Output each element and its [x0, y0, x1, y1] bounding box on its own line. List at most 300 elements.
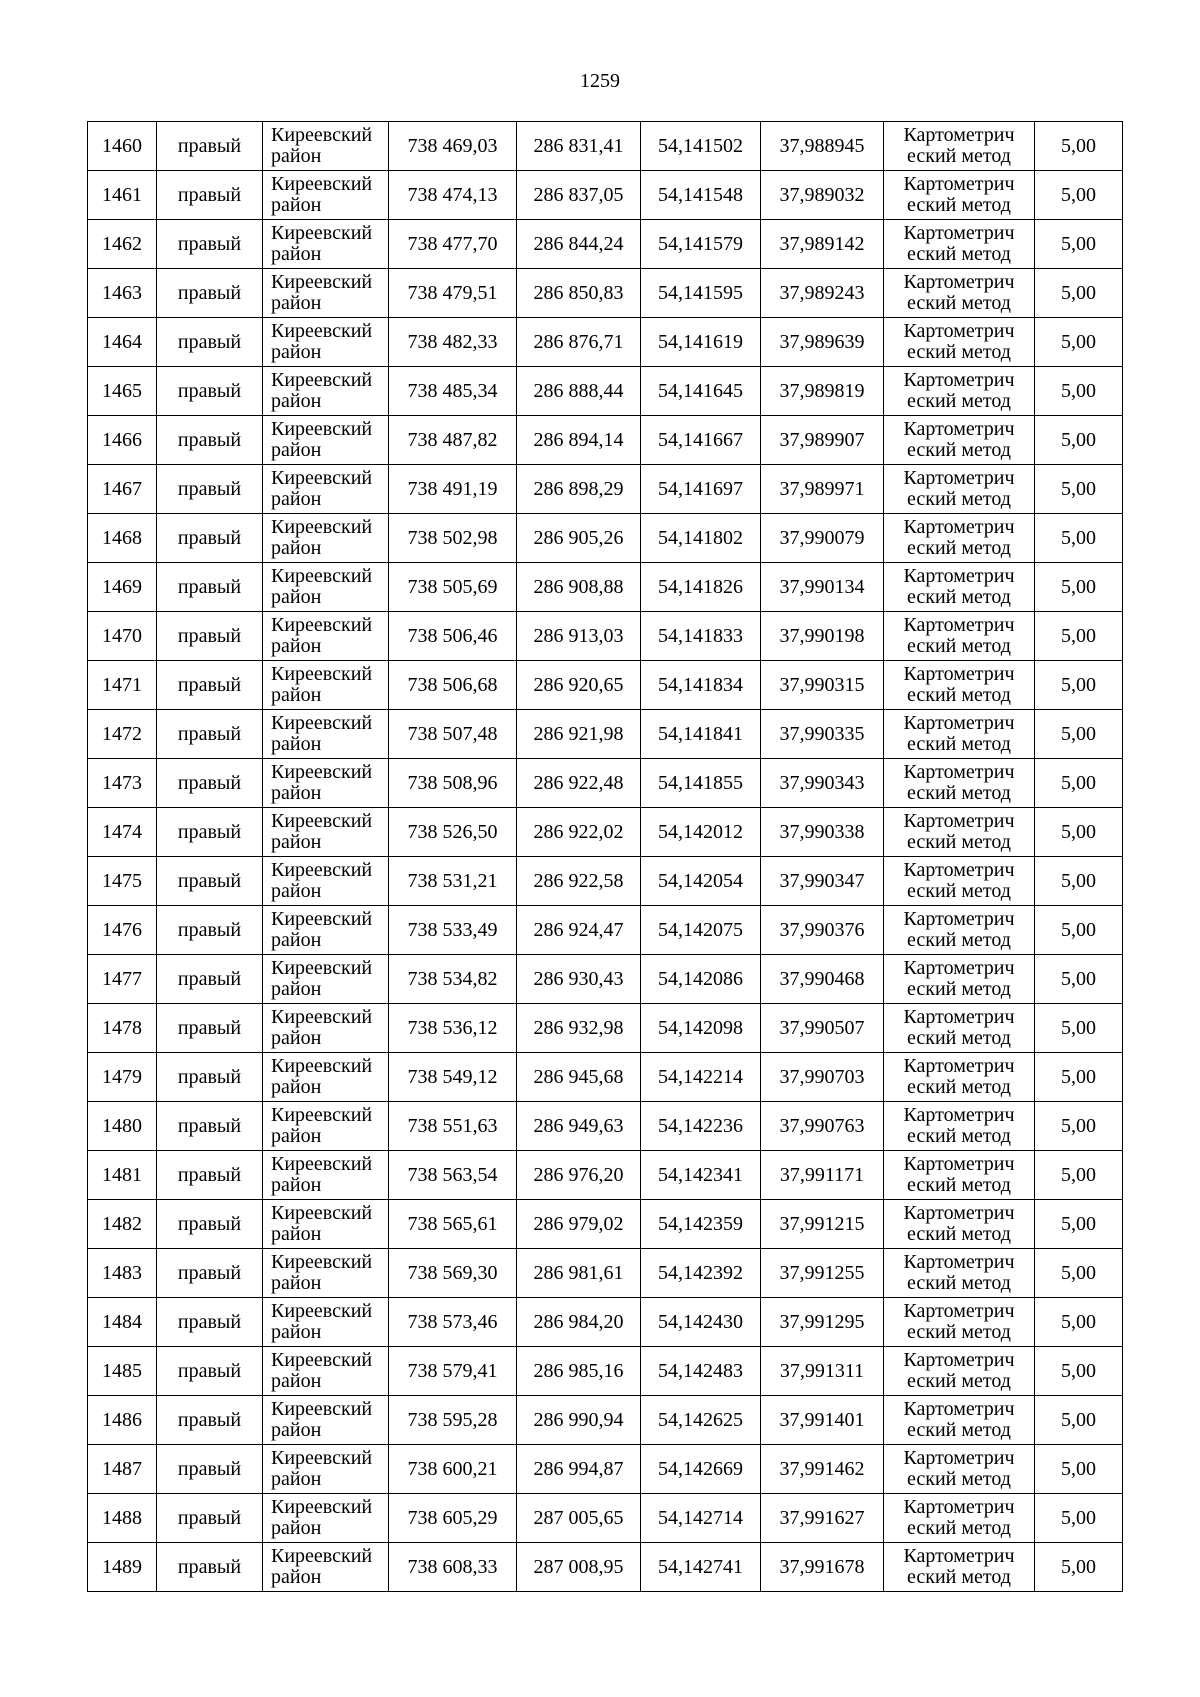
method-line-2: еский метод	[907, 635, 1011, 657]
accuracy-cell: 5,00	[1035, 416, 1123, 465]
accuracy-cell: 5,00	[1035, 122, 1123, 171]
latitude-cell: 54,141667	[641, 416, 761, 465]
district-cell	[263, 1347, 389, 1396]
method-line-2: еский метод	[907, 929, 1011, 951]
latitude-cell: 54,142483	[641, 1347, 761, 1396]
bank-side-cell: правый	[157, 955, 263, 1004]
latitude-cell: 54,142012	[641, 808, 761, 857]
latitude-cell: 54,141645	[641, 367, 761, 416]
method-line-1: Картометрич	[903, 1153, 1015, 1175]
method-line-1: Картометрич	[903, 761, 1015, 783]
district-cell	[263, 661, 389, 710]
coord-x-cell: 738 536,12	[389, 1004, 517, 1053]
bank-side-cell: правый	[157, 514, 263, 563]
accuracy-cell: 5,00	[1035, 955, 1123, 1004]
district-cell	[263, 220, 389, 269]
point-number-cell: 1479	[88, 1053, 157, 1102]
point-number-cell: 1465	[88, 367, 157, 416]
coord-x-cell: 738 482,33	[389, 318, 517, 367]
method-line-2: еский метод	[907, 1517, 1011, 1539]
district-cell	[263, 857, 389, 906]
district-line-2: район	[271, 880, 322, 902]
coord-y-cell: 286 837,05	[517, 171, 641, 220]
district-line-2: район	[271, 684, 322, 706]
district-line-2: район	[271, 1272, 322, 1294]
latitude-cell: 54,142714	[641, 1494, 761, 1543]
coord-x-cell: 738 505,69	[389, 563, 517, 612]
coord-y-cell: 286 930,43	[517, 955, 641, 1004]
method-line-1: Картометрич	[903, 418, 1015, 440]
coord-x-cell: 738 531,21	[389, 857, 517, 906]
district-line-1: Киреевский	[271, 320, 373, 342]
point-number-cell: 1473	[88, 759, 157, 808]
point-number-cell: 1480	[88, 1102, 157, 1151]
coord-y-cell: 286 876,71	[517, 318, 641, 367]
bank-side-cell: правый	[157, 612, 263, 661]
coord-x-cell: 738 477,70	[389, 220, 517, 269]
latitude-cell: 54,142341	[641, 1151, 761, 1200]
method-cell	[884, 1249, 1035, 1298]
district-line-2: район	[271, 439, 322, 461]
coord-y-cell: 286 924,47	[517, 906, 641, 955]
district-line-2: район	[271, 1027, 322, 1049]
table-row	[88, 1102, 1123, 1151]
accuracy-cell: 5,00	[1035, 563, 1123, 612]
longitude-cell: 37,991255	[761, 1249, 884, 1298]
point-number-cell: 1471	[88, 661, 157, 710]
bank-side-cell: правый	[157, 171, 263, 220]
coord-x-cell: 738 487,82	[389, 416, 517, 465]
accuracy-cell: 5,00	[1035, 465, 1123, 514]
table-row	[88, 1249, 1123, 1298]
longitude-cell: 37,990079	[761, 514, 884, 563]
method-line-1: Картометрич	[903, 859, 1015, 881]
bank-side-cell: правый	[157, 1053, 263, 1102]
point-number-cell: 1476	[88, 906, 157, 955]
district-cell	[263, 612, 389, 661]
latitude-cell: 54,142075	[641, 906, 761, 955]
district-cell	[263, 563, 389, 612]
district-line-2: район	[271, 733, 322, 755]
method-cell	[884, 318, 1035, 367]
bank-side-cell: правый	[157, 710, 263, 759]
coord-y-cell: 286 850,83	[517, 269, 641, 318]
coord-y-cell: 286 898,29	[517, 465, 641, 514]
district-cell	[263, 1249, 389, 1298]
method-cell	[884, 759, 1035, 808]
accuracy-cell: 5,00	[1035, 906, 1123, 955]
district-cell	[263, 710, 389, 759]
method-line-2: еский метод	[907, 488, 1011, 510]
bank-side-cell: правый	[157, 1151, 263, 1200]
table-row	[88, 367, 1123, 416]
coord-x-cell: 738 549,12	[389, 1053, 517, 1102]
district-line-1: Киреевский	[271, 1447, 373, 1469]
method-line-1: Картометрич	[903, 1349, 1015, 1371]
bank-side-cell: правый	[157, 122, 263, 171]
coord-y-cell: 286 922,48	[517, 759, 641, 808]
district-line-1: Киреевский	[271, 1153, 373, 1175]
bank-side-cell: правый	[157, 1543, 263, 1592]
accuracy-cell: 5,00	[1035, 808, 1123, 857]
table-row	[88, 514, 1123, 563]
district-line-2: район	[271, 586, 322, 608]
coord-x-cell: 738 508,96	[389, 759, 517, 808]
coord-y-cell: 286 976,20	[517, 1151, 641, 1200]
coord-y-cell: 286 922,02	[517, 808, 641, 857]
method-cell	[884, 220, 1035, 269]
district-line-1: Киреевский	[271, 418, 373, 440]
accuracy-cell: 5,00	[1035, 1445, 1123, 1494]
district-line-2: район	[271, 292, 322, 314]
method-line-1: Картометрич	[903, 124, 1015, 146]
table-row	[88, 710, 1123, 759]
latitude-cell: 54,141579	[641, 220, 761, 269]
point-number-cell: 1468	[88, 514, 157, 563]
district-line-2: район	[271, 1223, 322, 1245]
district-cell	[263, 465, 389, 514]
accuracy-cell: 5,00	[1035, 318, 1123, 367]
longitude-cell: 37,990703	[761, 1053, 884, 1102]
table-row	[88, 269, 1123, 318]
latitude-cell: 54,142214	[641, 1053, 761, 1102]
coord-y-cell: 286 905,26	[517, 514, 641, 563]
coord-x-cell: 738 485,34	[389, 367, 517, 416]
longitude-cell: 37,989971	[761, 465, 884, 514]
table-row	[88, 1004, 1123, 1053]
district-cell	[263, 1543, 389, 1592]
bank-side-cell: правый	[157, 269, 263, 318]
district-cell	[263, 318, 389, 367]
district-line-2: район	[271, 1076, 322, 1098]
method-line-2: еский метод	[907, 1321, 1011, 1343]
point-number-cell: 1484	[88, 1298, 157, 1347]
accuracy-cell: 5,00	[1035, 612, 1123, 661]
accuracy-cell: 5,00	[1035, 1543, 1123, 1592]
latitude-cell: 54,141802	[641, 514, 761, 563]
longitude-cell: 37,988945	[761, 122, 884, 171]
table-row	[88, 857, 1123, 906]
district-line-1: Киреевский	[271, 908, 373, 930]
table-row	[88, 661, 1123, 710]
method-line-2: еский метод	[907, 390, 1011, 412]
district-line-1: Киреевский	[271, 1496, 373, 1518]
coord-y-cell: 286 844,24	[517, 220, 641, 269]
accuracy-cell: 5,00	[1035, 1347, 1123, 1396]
method-line-2: еский метод	[907, 1566, 1011, 1588]
method-cell	[884, 955, 1035, 1004]
district-cell	[263, 1494, 389, 1543]
method-line-2: еский метод	[907, 1370, 1011, 1392]
table-row	[88, 1396, 1123, 1445]
method-line-2: еский метод	[907, 733, 1011, 755]
latitude-cell: 54,142086	[641, 955, 761, 1004]
method-cell	[884, 367, 1035, 416]
latitude-cell: 54,141619	[641, 318, 761, 367]
district-line-1: Киреевский	[271, 124, 373, 146]
district-line-2: район	[271, 243, 322, 265]
table-row	[88, 1494, 1123, 1543]
longitude-cell: 37,990338	[761, 808, 884, 857]
district-line-1: Киреевский	[271, 516, 373, 538]
method-cell	[884, 269, 1035, 318]
method-line-2: еский метод	[907, 880, 1011, 902]
table-row	[88, 171, 1123, 220]
method-line-1: Картометрич	[903, 467, 1015, 489]
district-line-1: Киреевский	[271, 957, 373, 979]
method-line-2: еский метод	[907, 978, 1011, 1000]
longitude-cell: 37,990763	[761, 1102, 884, 1151]
method-line-1: Картометрич	[903, 663, 1015, 685]
method-line-2: еский метод	[907, 1076, 1011, 1098]
table-row	[88, 906, 1123, 955]
longitude-cell: 37,990335	[761, 710, 884, 759]
method-line-1: Картометрич	[903, 908, 1015, 930]
table-row	[88, 1151, 1123, 1200]
coord-y-cell: 286 920,65	[517, 661, 641, 710]
method-line-1: Картометрич	[903, 1251, 1015, 1273]
coord-x-cell: 738 469,03	[389, 122, 517, 171]
method-line-1: Картометрич	[903, 516, 1015, 538]
coord-y-cell: 286 921,98	[517, 710, 641, 759]
method-cell	[884, 808, 1035, 857]
district-line-2: район	[271, 929, 322, 951]
latitude-cell: 54,141833	[641, 612, 761, 661]
district-line-1: Киреевский	[271, 271, 373, 293]
coord-x-cell: 738 474,13	[389, 171, 517, 220]
method-cell	[884, 1298, 1035, 1347]
coord-y-cell: 286 888,44	[517, 367, 641, 416]
district-line-2: район	[271, 831, 322, 853]
longitude-cell: 37,991462	[761, 1445, 884, 1494]
longitude-cell: 37,989819	[761, 367, 884, 416]
latitude-cell: 54,142430	[641, 1298, 761, 1347]
coord-x-cell: 738 502,98	[389, 514, 517, 563]
accuracy-cell: 5,00	[1035, 1396, 1123, 1445]
method-line-1: Картометрич	[903, 320, 1015, 342]
district-line-1: Киреевский	[271, 712, 373, 734]
method-cell	[884, 1396, 1035, 1445]
coord-x-cell: 738 479,51	[389, 269, 517, 318]
district-cell	[263, 955, 389, 1004]
method-line-1: Картометрич	[903, 614, 1015, 636]
bank-side-cell: правый	[157, 1494, 263, 1543]
bank-side-cell: правый	[157, 563, 263, 612]
method-line-2: еский метод	[907, 684, 1011, 706]
coord-x-cell: 738 506,68	[389, 661, 517, 710]
method-cell	[884, 514, 1035, 563]
district-line-1: Киреевский	[271, 222, 373, 244]
district-line-2: район	[271, 194, 322, 216]
longitude-cell: 37,990347	[761, 857, 884, 906]
district-line-2: район	[271, 635, 322, 657]
method-line-2: еский метод	[907, 341, 1011, 363]
method-line-2: еский метод	[907, 1174, 1011, 1196]
method-line-1: Картометрич	[903, 957, 1015, 979]
district-line-2: район	[271, 978, 322, 1000]
method-cell	[884, 171, 1035, 220]
method-cell	[884, 710, 1035, 759]
district-line-1: Киреевский	[271, 1055, 373, 1077]
method-line-1: Картометрич	[903, 1545, 1015, 1567]
point-number-cell: 1463	[88, 269, 157, 318]
method-line-2: еский метод	[907, 243, 1011, 265]
district-cell	[263, 171, 389, 220]
longitude-cell: 37,991171	[761, 1151, 884, 1200]
district-line-1: Киреевский	[271, 614, 373, 636]
point-number-cell: 1482	[88, 1200, 157, 1249]
method-line-1: Картометрич	[903, 173, 1015, 195]
latitude-cell: 54,141548	[641, 171, 761, 220]
longitude-cell: 37,991311	[761, 1347, 884, 1396]
coord-x-cell: 738 563,54	[389, 1151, 517, 1200]
method-line-1: Картометрич	[903, 271, 1015, 293]
district-line-1: Киреевский	[271, 761, 373, 783]
coord-y-cell: 287 005,65	[517, 1494, 641, 1543]
longitude-cell: 37,990134	[761, 563, 884, 612]
district-line-1: Киреевский	[271, 1006, 373, 1028]
method-line-1: Картометрич	[903, 369, 1015, 391]
coord-x-cell: 738 526,50	[389, 808, 517, 857]
method-line-1: Картометрич	[903, 565, 1015, 587]
point-number-cell: 1472	[88, 710, 157, 759]
district-cell	[263, 367, 389, 416]
coord-y-cell: 286 831,41	[517, 122, 641, 171]
bank-side-cell: правый	[157, 1004, 263, 1053]
coord-y-cell: 287 008,95	[517, 1543, 641, 1592]
district-line-1: Киреевский	[271, 1398, 373, 1420]
table-row	[88, 465, 1123, 514]
coord-x-cell: 738 507,48	[389, 710, 517, 759]
district-cell	[263, 1053, 389, 1102]
table-row	[88, 1200, 1123, 1249]
accuracy-cell: 5,00	[1035, 661, 1123, 710]
accuracy-cell: 5,00	[1035, 1249, 1123, 1298]
method-line-1: Картометрич	[903, 222, 1015, 244]
coord-x-cell: 738 506,46	[389, 612, 517, 661]
coord-y-cell: 286 894,14	[517, 416, 641, 465]
coordinates-table	[87, 121, 1123, 1592]
table-row	[88, 416, 1123, 465]
table-row	[88, 1543, 1123, 1592]
method-line-1: Картометрич	[903, 810, 1015, 832]
district-cell	[263, 1004, 389, 1053]
district-line-2: район	[271, 1174, 322, 1196]
accuracy-cell: 5,00	[1035, 1151, 1123, 1200]
district-line-2: район	[271, 1566, 322, 1588]
accuracy-cell: 5,00	[1035, 759, 1123, 808]
table-row	[88, 955, 1123, 1004]
point-number-cell: 1470	[88, 612, 157, 661]
longitude-cell: 37,991401	[761, 1396, 884, 1445]
district-line-1: Киреевский	[271, 1300, 373, 1322]
coord-x-cell: 738 595,28	[389, 1396, 517, 1445]
method-cell	[884, 661, 1035, 710]
latitude-cell: 54,142098	[641, 1004, 761, 1053]
district-line-1: Киреевский	[271, 663, 373, 685]
district-line-1: Киреевский	[271, 565, 373, 587]
method-cell	[884, 122, 1035, 171]
method-line-2: еский метод	[907, 831, 1011, 853]
point-number-cell: 1474	[88, 808, 157, 857]
accuracy-cell: 5,00	[1035, 269, 1123, 318]
bank-side-cell: правый	[157, 1396, 263, 1445]
longitude-cell: 37,990468	[761, 955, 884, 1004]
latitude-cell: 54,141834	[641, 661, 761, 710]
bank-side-cell: правый	[157, 1200, 263, 1249]
coord-x-cell: 738 534,82	[389, 955, 517, 1004]
coord-x-cell: 738 565,61	[389, 1200, 517, 1249]
accuracy-cell: 5,00	[1035, 171, 1123, 220]
coord-y-cell: 286 979,02	[517, 1200, 641, 1249]
method-line-2: еский метод	[907, 145, 1011, 167]
bank-side-cell: правый	[157, 1249, 263, 1298]
point-number-cell: 1464	[88, 318, 157, 367]
district-line-1: Киреевский	[271, 369, 373, 391]
point-number-cell: 1486	[88, 1396, 157, 1445]
district-line-2: район	[271, 1125, 322, 1147]
coord-y-cell: 286 990,94	[517, 1396, 641, 1445]
method-line-1: Картометрич	[903, 1496, 1015, 1518]
method-line-2: еский метод	[907, 1272, 1011, 1294]
latitude-cell: 54,142625	[641, 1396, 761, 1445]
point-number-cell: 1466	[88, 416, 157, 465]
district-cell	[263, 514, 389, 563]
longitude-cell: 37,990376	[761, 906, 884, 955]
latitude-cell: 54,142236	[641, 1102, 761, 1151]
district-line-2: район	[271, 1517, 322, 1539]
district-line-1: Киреевский	[271, 1104, 373, 1126]
longitude-cell: 37,991627	[761, 1494, 884, 1543]
district-line-2: район	[271, 1370, 322, 1392]
accuracy-cell: 5,00	[1035, 367, 1123, 416]
method-cell	[884, 465, 1035, 514]
district-cell	[263, 1102, 389, 1151]
method-line-2: еский метод	[907, 1419, 1011, 1441]
coord-x-cell: 738 573,46	[389, 1298, 517, 1347]
latitude-cell: 54,141595	[641, 269, 761, 318]
point-number-cell: 1487	[88, 1445, 157, 1494]
district-line-2: район	[271, 1468, 322, 1490]
accuracy-cell: 5,00	[1035, 220, 1123, 269]
district-cell	[263, 906, 389, 955]
latitude-cell: 54,141841	[641, 710, 761, 759]
method-cell	[884, 1494, 1035, 1543]
longitude-cell: 37,990315	[761, 661, 884, 710]
district-line-1: Киреевский	[271, 173, 373, 195]
district-cell	[263, 416, 389, 465]
coord-x-cell: 738 533,49	[389, 906, 517, 955]
longitude-cell: 37,989243	[761, 269, 884, 318]
point-number-cell: 1488	[88, 1494, 157, 1543]
district-line-2: район	[271, 537, 322, 559]
point-number-cell: 1477	[88, 955, 157, 1004]
method-line-2: еский метод	[907, 1125, 1011, 1147]
method-cell	[884, 563, 1035, 612]
method-cell	[884, 612, 1035, 661]
coord-x-cell: 738 608,33	[389, 1543, 517, 1592]
accuracy-cell: 5,00	[1035, 710, 1123, 759]
coord-x-cell: 738 605,29	[389, 1494, 517, 1543]
point-number-cell: 1478	[88, 1004, 157, 1053]
table-row	[88, 808, 1123, 857]
table-row	[88, 1347, 1123, 1396]
method-cell	[884, 1102, 1035, 1151]
method-line-2: еский метод	[907, 586, 1011, 608]
method-line-2: еский метод	[907, 1027, 1011, 1049]
accuracy-cell: 5,00	[1035, 1298, 1123, 1347]
bank-side-cell: правый	[157, 367, 263, 416]
